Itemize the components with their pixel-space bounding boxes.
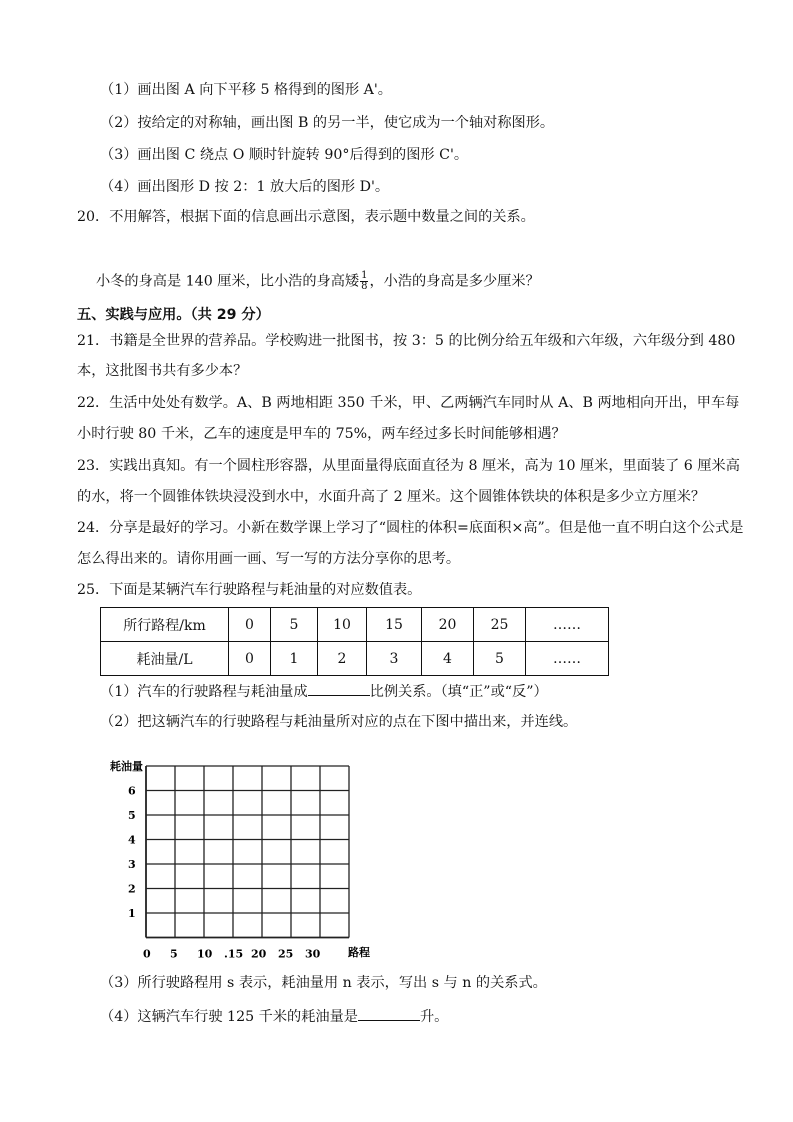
table-row bbox=[101, 608, 609, 642]
q25-sub-1 bbox=[100, 681, 548, 702]
q21-line-2: 本，这批图书共有多少本？ bbox=[77, 363, 248, 379]
table-cell: …… bbox=[526, 642, 609, 676]
table-cell: 4 bbox=[422, 642, 474, 676]
fuel-grid-chart bbox=[108, 748, 380, 970]
y-tick-label: 5 bbox=[128, 809, 136, 822]
section-title: 五、实践与应用。（共 29 分） bbox=[77, 307, 270, 323]
table-cell: 0 bbox=[229, 642, 271, 676]
fraction-numerator: 1 bbox=[361, 270, 368, 281]
x-tick-labels bbox=[143, 948, 321, 961]
table-cell: 10 bbox=[318, 608, 367, 642]
table-cell: 1 bbox=[271, 642, 318, 676]
q22-line-1: 22．生活中处处有数学。A、B 两地相距 350 千米，甲、乙两辆汽车同时从 A、B 两地相向开出，甲车每 bbox=[77, 395, 740, 411]
row-header-fuel: 耗油量/L bbox=[101, 642, 229, 676]
q20-statement bbox=[96, 271, 540, 292]
y-tick-label: 2 bbox=[128, 882, 136, 896]
q19-item-4: （4）画出图形 D 按 2：1 放大后的图形 D'。 bbox=[100, 179, 390, 195]
table-cell: 20 bbox=[422, 608, 474, 642]
answer-blank-1[interactable] bbox=[308, 681, 370, 696]
q20-prompt: 20．不用解答，根据下面的信息画出示意图，表示题中数量之间的关系。 bbox=[77, 209, 535, 225]
answer-blank-2[interactable] bbox=[358, 1006, 420, 1021]
table-cell: …… bbox=[526, 608, 609, 642]
y-tick-label: 3 bbox=[128, 858, 136, 871]
mileage-fuel-table bbox=[100, 607, 609, 676]
table-cell: 0 bbox=[229, 608, 271, 642]
x-tick-label: 20 bbox=[251, 947, 267, 961]
q23-line-1: 23．实践出真知。有一个圆柱形容器，从里面量得底面直径为 8 厘米，高为 10 厘米，里面装了 6 厘米高 bbox=[77, 458, 740, 474]
row-header-distance: 所行路程/km bbox=[101, 608, 229, 642]
fraction bbox=[360, 271, 368, 292]
q24-line-1: 24．分享是最好的学习。小新在数学课上学习了“圆柱的体积=底面积×高”。但是他一直不明白这个公式是 bbox=[77, 520, 744, 536]
q20-text-before: 小冬的身高是 140 厘米，比小浩的身高矮 bbox=[96, 273, 360, 290]
q25-sub-1-after: 比例关系。（填“正”或“反”） bbox=[369, 684, 548, 700]
q25-sub-3: （3）所行驶路程用 s 表示，耗油量用 n 表示，写出 s 与 n 的关系式。 bbox=[100, 975, 547, 991]
table-cell: 25 bbox=[474, 608, 526, 642]
table-cell: 3 bbox=[367, 642, 422, 676]
q21-line-1: 21．书籍是全世界的营养品。学校购进一批图书，按 3：5 的比例分给五年级和六年级，六年级分到 480 bbox=[77, 333, 736, 349]
q22-line-2: 小时行驶 80 千米，乙车的速度是甲车的 75%，两车经过多长时间能够相遇？ bbox=[77, 426, 566, 442]
q25-sub-2: （2）把这辆汽车的行驶路程与耗油量所对应的点在下图中描出来，并连线。 bbox=[100, 714, 578, 730]
table-cell: 5 bbox=[271, 608, 318, 642]
q25-sub-4 bbox=[100, 1006, 448, 1027]
q25-sub-4-after: 升。 bbox=[419, 1009, 449, 1025]
q25-sub-1-before: （1）汽车的行驶路程与耗油量成 bbox=[100, 684, 308, 700]
x-tick-label: 0 bbox=[143, 947, 151, 961]
q24-line-2: 怎么得出来的。请你用画一画、写一写的方法分享你的思考。 bbox=[77, 551, 461, 567]
q25-sub-4-before: （4）这辆汽车行驶 125 千米的耗油量是 bbox=[100, 1009, 358, 1025]
table-cell: 15 bbox=[367, 608, 422, 642]
q20-text-after: ，小浩的身高是多少厘米？ bbox=[369, 273, 540, 290]
table-cell: 2 bbox=[318, 642, 367, 676]
x-tick-label: 10 bbox=[197, 947, 213, 961]
q19-item-3: （3）画出图 C 绕点 O 顺时针旋转 90°后得到的图形 C'。 bbox=[100, 147, 469, 163]
q25-prompt: 25．下面是某辆汽车行驶路程与耗油量的对应数值表。 bbox=[77, 582, 422, 598]
x-axis-label: 路程 bbox=[348, 946, 370, 959]
chart-grid bbox=[146, 766, 349, 938]
q19-item-1: （1）画出图 A 向下平移 5 格得到的图形 A'。 bbox=[100, 82, 392, 98]
y-tick-labels bbox=[128, 785, 136, 921]
y-tick-label: 6 bbox=[128, 784, 136, 798]
x-tick-label: 5 bbox=[170, 947, 178, 961]
x-tick-label: 25 bbox=[278, 947, 294, 961]
fraction-denominator: 8 bbox=[361, 281, 368, 292]
q23-line-2: 的水，将一个圆锥体铁块浸没到水中，水面升高了 2 厘米。这个圆锥体铁块的体积是多少立方厘米？ bbox=[77, 489, 706, 505]
y-axis-label: 耗油量 bbox=[110, 760, 143, 773]
q19-item-2: （2）按给定的对称轴，画出图 B 的另一半，使它成为一个轴对称图形。 bbox=[100, 115, 555, 131]
y-tick-label: 4 bbox=[128, 833, 136, 847]
table-row bbox=[101, 642, 609, 676]
table-cell: 5 bbox=[474, 642, 526, 676]
x-tick-label: 30 bbox=[305, 947, 321, 961]
y-tick-label: 1 bbox=[128, 907, 136, 920]
x-tick-label: .15 bbox=[224, 947, 244, 961]
